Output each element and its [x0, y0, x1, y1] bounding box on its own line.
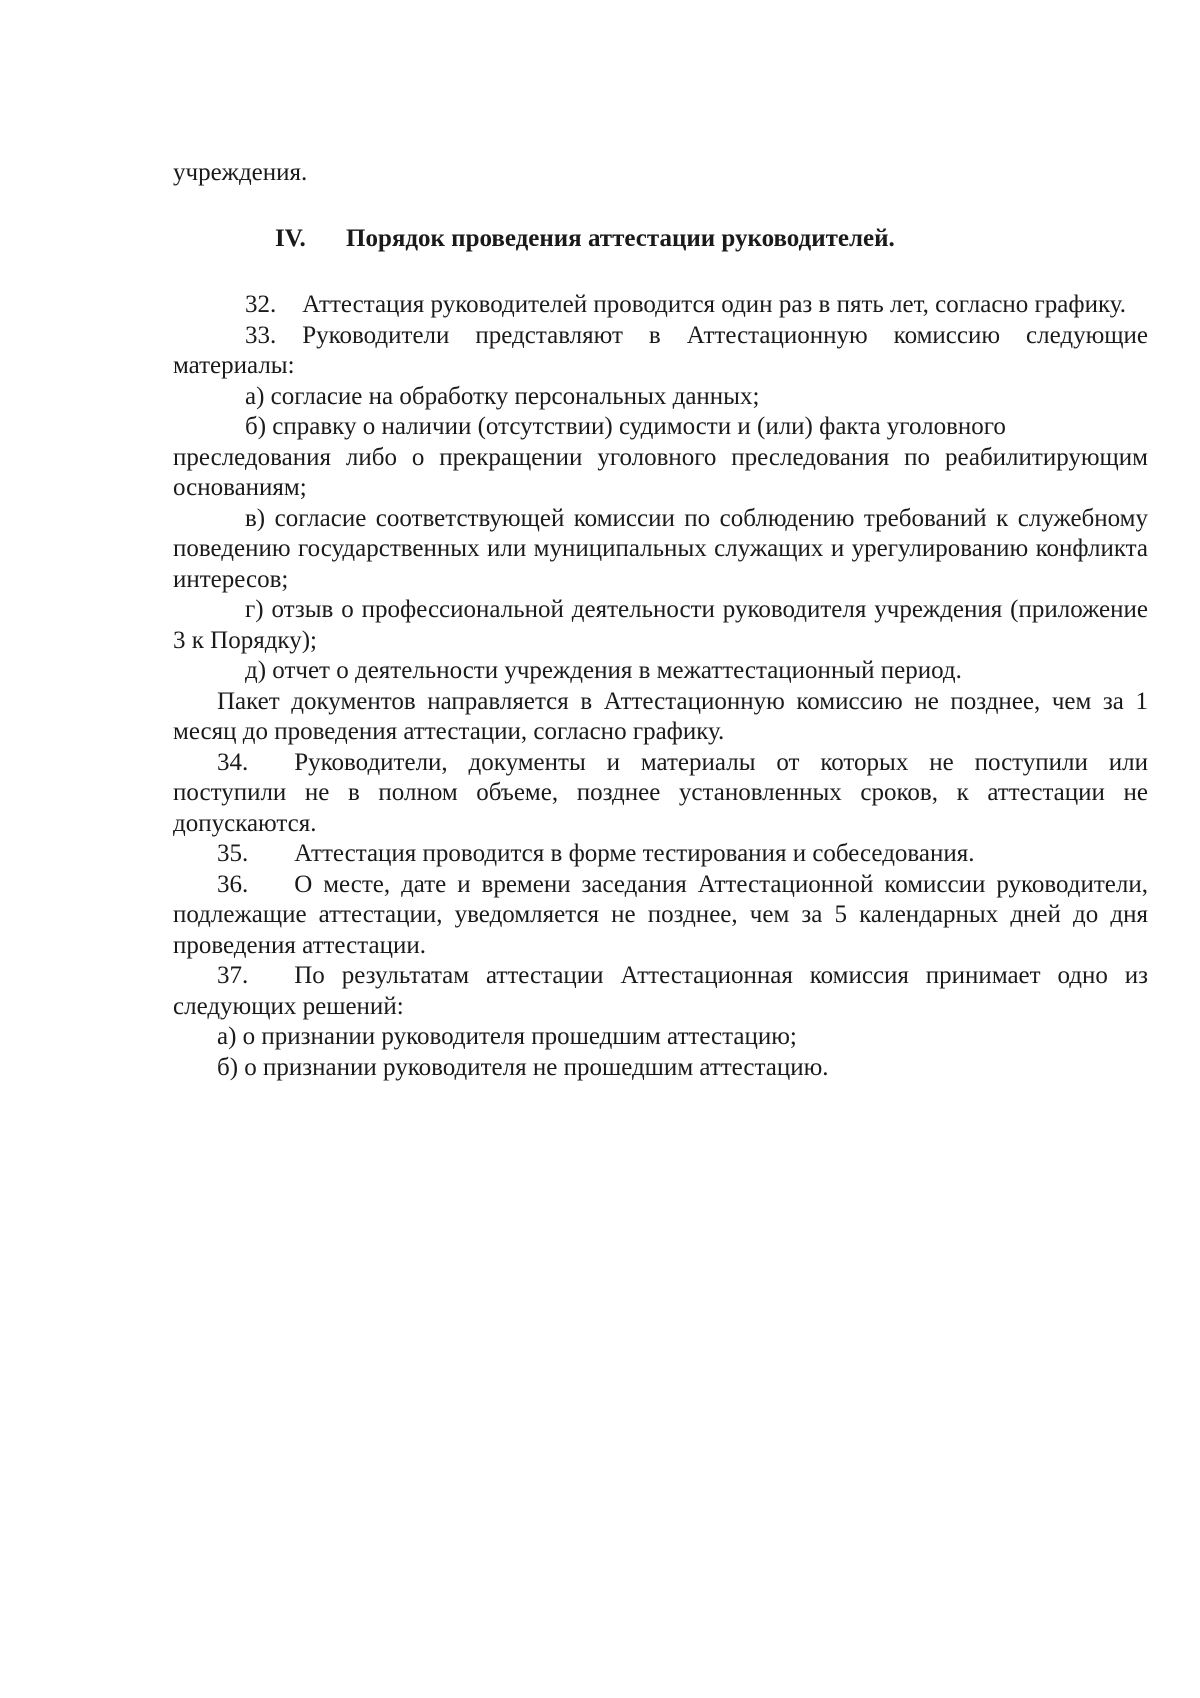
section-body: [173, 290, 1148, 1083]
paragraph-36: [173, 870, 1148, 962]
paragraph-34-text: Руководители, документы и материалы от которых не поступили или поступили не в полном объеме, позднее установленных сроков, к аттестации не допускаются.: [173, 748, 1148, 837]
paragraph-32-text: Аттестация руководителей проводится один раз в пять лет, согласно графику.: [302, 291, 1127, 318]
continuation-text: [173, 158, 1148, 189]
paragraph-37-number: 37.: [217, 962, 249, 989]
paragraph-32: [173, 290, 1148, 321]
paragraph-35: [173, 839, 1148, 870]
paragraph-37: [173, 961, 1148, 1022]
list-item-g: г) отзыв о профессиональной деятельности руководителя учреждения (приложение 3 к Порядку);: [173, 596, 1148, 654]
list-item-b-first-line: б) справку о наличии (отсутствии) судимости и (или) факта уголовного: [245, 413, 1006, 440]
section-title: Порядок проведения аттестации руководителей.: [346, 225, 895, 252]
paragraph-34: [173, 748, 1148, 840]
paragraph-34-number: 34.: [217, 748, 249, 776]
paragraph-35-text: Аттестация проводится в форме тестирования и собеседования.: [294, 840, 975, 867]
continuation-line: учреждения.: [173, 159, 308, 186]
list-item-b-continuation: преследования либо о прекращении уголовного преследования по реабилитирующим основаниям;: [173, 443, 1148, 501]
package-paragraph: Пакет документов направляется в Аттестационную комиссию не позднее, чем за 1 месяц до проведения аттестации, согласно графику.: [173, 687, 1148, 745]
result-item-a: а) о признании руководителя прошедшим аттестацию;: [217, 1023, 797, 1050]
section-number: IV.: [275, 225, 306, 252]
result-item-b: б) о признании руководителя не прошедшим аттестацию.: [217, 1053, 829, 1081]
paragraph-35-number: 35.: [217, 840, 249, 867]
paragraph-33: 33. Руководители представляют в Аттестационную комиссию следующие материалы:: [173, 321, 1148, 379]
list-item-d: д) отчет о деятельности учреждения в межаттестационный период.: [245, 657, 962, 684]
list-item-a: а) согласие на обработку персональных данных;: [245, 382, 760, 410]
paragraph-37-text: По результатам аттестации Аттестационная комиссия принимает одно из следующих решений:: [173, 962, 1148, 1020]
paragraph-36-number: 36.: [217, 870, 249, 898]
paragraph-32-number: 32.: [245, 291, 277, 318]
list-item-v: в) согласие соответствующей комиссии по соблюдению требований к служебному поведению государственных или муниципальных служащих и урегулированию конфликта интересов;: [173, 504, 1148, 593]
paragraph-36-text: О месте, дате и времени заседания Аттестационной комиссии руководители, подлежащие аттестации, уведомляется не позднее, чем за 5 календарных дней до дня проведения аттестации.: [173, 870, 1148, 959]
